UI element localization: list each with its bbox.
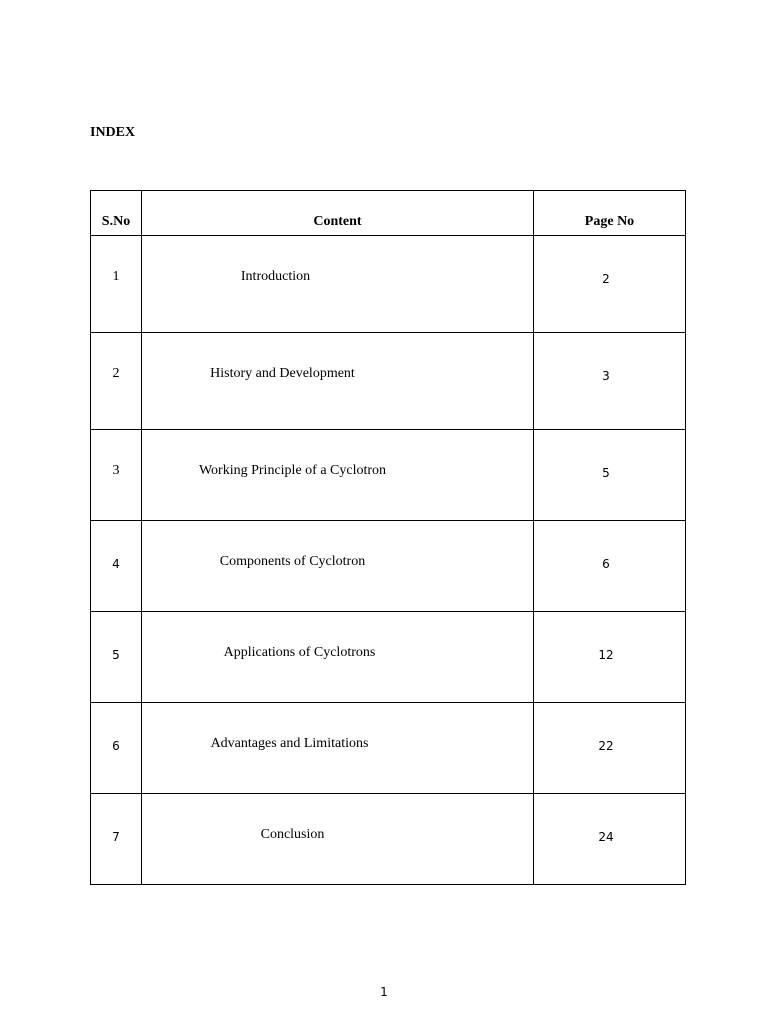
index-table — [90, 190, 686, 885]
header-page-no: Page No — [534, 191, 686, 236]
row-page: 2 — [534, 236, 686, 333]
table-header-row — [91, 191, 686, 236]
row-content: Introduction — [142, 236, 534, 333]
index-heading: INDEX — [90, 125, 136, 140]
table-row — [91, 794, 686, 885]
row-sno: 7 — [91, 794, 142, 885]
table-row — [91, 236, 686, 333]
row-content: Components of Cyclotron — [142, 521, 534, 612]
table-row — [91, 333, 686, 430]
header-content: Content — [142, 191, 534, 236]
header-sno: S.No — [91, 191, 142, 236]
row-content: History and Development — [142, 333, 534, 430]
row-content: Conclusion — [142, 794, 534, 885]
row-content: Applications of Cyclotrons — [142, 612, 534, 703]
table-row — [91, 612, 686, 703]
row-sno: 3 — [91, 430, 142, 521]
row-sno: 6 — [91, 703, 142, 794]
row-content: Working Principle of a Cyclotron — [142, 430, 534, 521]
page-number: 1 — [380, 985, 388, 999]
row-page: 3 — [534, 333, 686, 430]
row-page: 24 — [534, 794, 686, 885]
table-row — [91, 703, 686, 794]
table-row — [91, 521, 686, 612]
row-page: 6 — [534, 521, 686, 612]
row-sno: 4 — [91, 521, 142, 612]
row-page: 12 — [534, 612, 686, 703]
row-page: 22 — [534, 703, 686, 794]
table-row — [91, 430, 686, 521]
row-sno: 5 — [91, 612, 142, 703]
row-sno: 1 — [91, 236, 142, 333]
row-content: Advantages and Limitations — [142, 703, 534, 794]
row-sno: 2 — [91, 333, 142, 430]
row-page: 5 — [534, 430, 686, 521]
